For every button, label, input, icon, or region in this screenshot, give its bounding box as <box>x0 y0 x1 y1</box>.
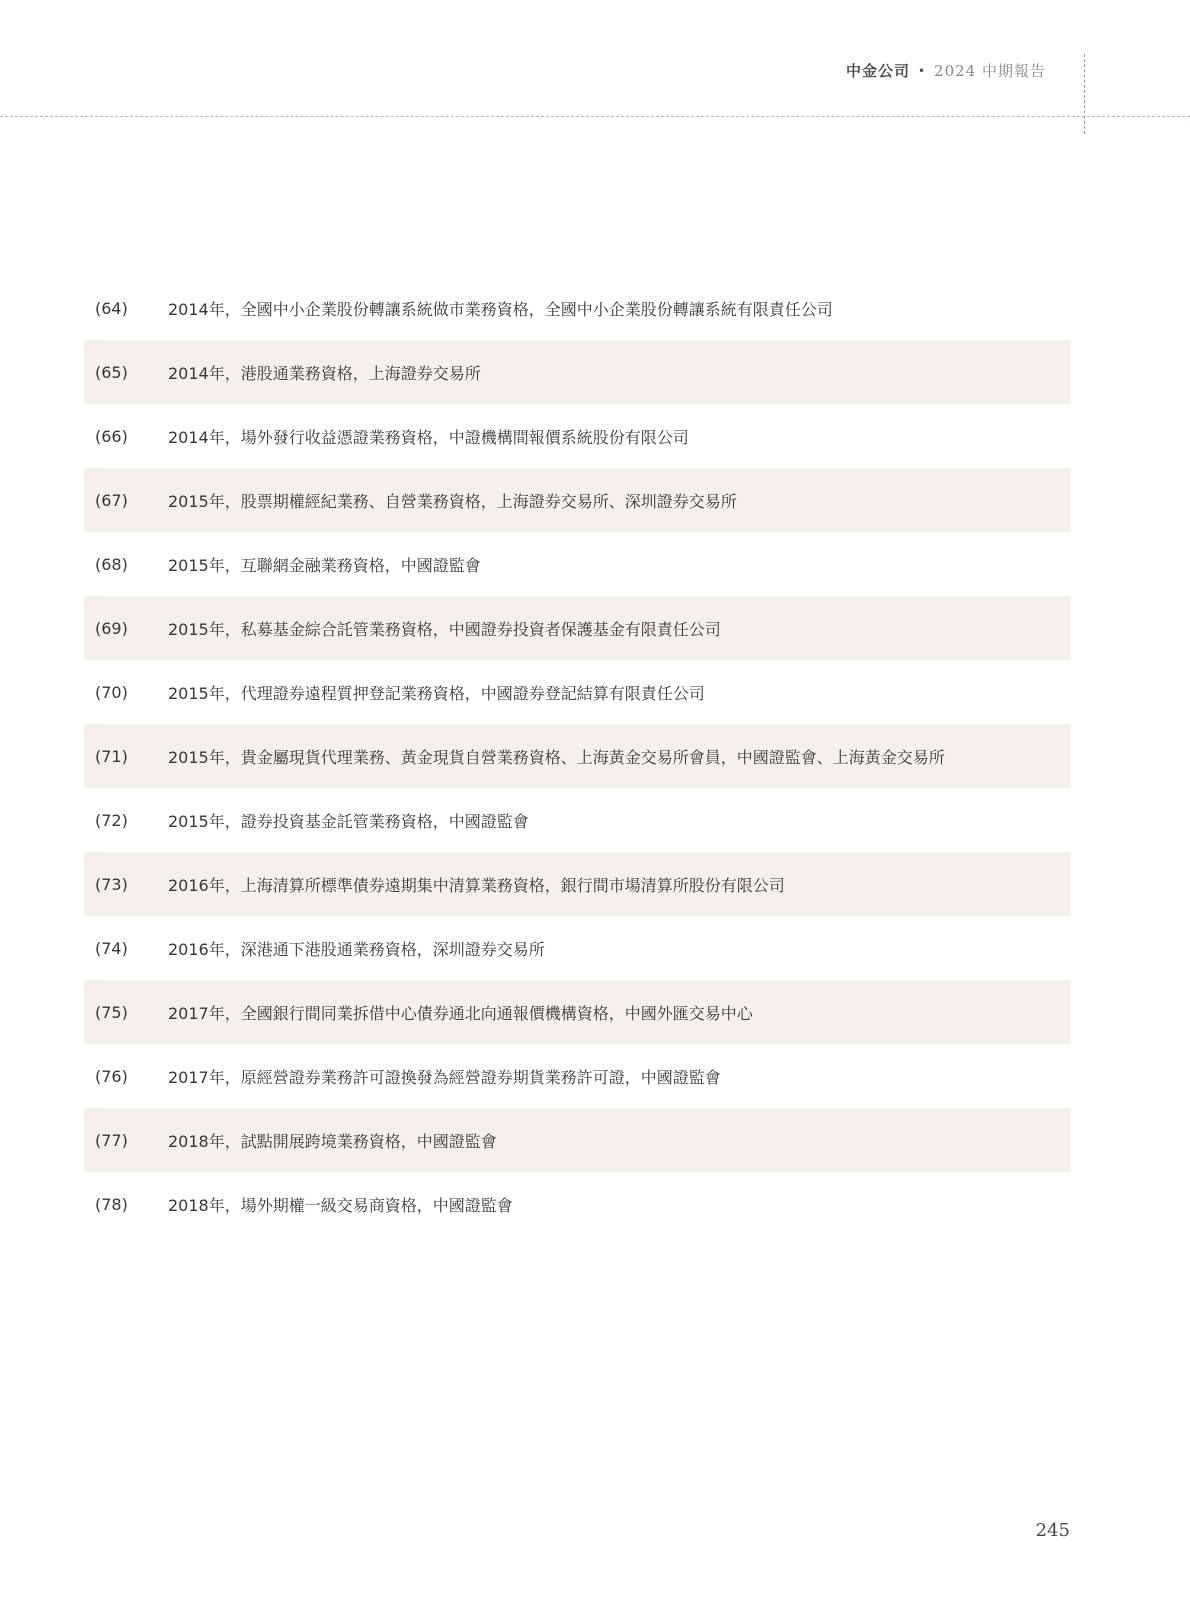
item-text: 2015年，貴金屬現貨代理業務、黃金現貨自營業務資格、上海黃金交易所會員，中國證監會、上海黃金交易所 <box>168 747 945 767</box>
item-text: 2018年，場外期權一級交易商資格，中國證監會 <box>168 1195 513 1215</box>
header-company: 中金公司 <box>845 62 910 80</box>
item-number: (77) <box>95 1130 128 1150</box>
header-vertical-marker <box>1084 54 1085 134</box>
item-number: (64) <box>95 298 128 318</box>
running-header <box>846 60 1046 82</box>
header-dashed-divider <box>0 116 1190 117</box>
qualification-list <box>84 276 1070 1236</box>
list-item <box>84 532 1070 596</box>
list-item <box>84 468 1070 532</box>
item-text: 2014年，全國中小企業股份轉讓系統做市業務資格，全國中小企業股份轉讓系統有限責任公司 <box>168 299 833 319</box>
list-item <box>84 1172 1070 1236</box>
list-item <box>84 788 1070 852</box>
item-text: 2015年，代理證券遠程質押登記業務資格，中國證券登記結算有限責任公司 <box>168 683 705 703</box>
item-number: (75) <box>95 1002 128 1022</box>
page-number: 245 <box>1035 1520 1070 1541</box>
header-separator: • <box>917 64 927 78</box>
item-text: 2014年，港股通業務資格，上海證券交易所 <box>168 363 481 383</box>
list-item <box>84 724 1070 788</box>
list-item <box>84 1108 1070 1172</box>
item-text: 2016年，深港通下港股通業務資格，深圳證券交易所 <box>168 939 545 959</box>
item-text: 2015年，私募基金綜合託管業務資格，中國證券投資者保護基金有限責任公司 <box>168 619 721 639</box>
item-number: (69) <box>95 618 128 638</box>
list-item <box>84 916 1070 980</box>
item-number: (66) <box>95 426 128 446</box>
item-text: 2018年，試點開展跨境業務資格，中國證監會 <box>168 1131 497 1151</box>
list-item <box>84 596 1070 660</box>
item-text: 2015年，互聯網金融業務資格，中國證監會 <box>168 555 481 575</box>
list-item <box>84 340 1070 404</box>
list-item <box>84 660 1070 724</box>
item-text: 2017年，原經營證券業務許可證換發為經營證券期貨業務許可證，中國證監會 <box>168 1067 721 1087</box>
list-item <box>84 852 1070 916</box>
header-report-title: 2024 中期報告 <box>934 62 1046 80</box>
item-text: 2014年，場外發行收益憑證業務資格，中證機構間報價系統股份有限公司 <box>168 427 689 447</box>
list-item <box>84 276 1070 340</box>
item-number: (78) <box>95 1194 128 1214</box>
item-text: 2016年，上海清算所標準債券遠期集中清算業務資格，銀行間市場清算所股份有限公司 <box>168 875 785 895</box>
item-text: 2015年，股票期權經紀業務、自營業務資格，上海證券交易所、深圳證券交易所 <box>168 491 737 511</box>
item-text: 2015年，證券投資基金託管業務資格，中國證監會 <box>168 811 529 831</box>
item-text: 2017年，全國銀行間同業拆借中心債券通北向通報價機構資格，中國外匯交易中心 <box>168 1003 753 1023</box>
list-item <box>84 1044 1070 1108</box>
item-number: (70) <box>95 682 128 702</box>
item-number: (71) <box>95 746 128 766</box>
item-number: (65) <box>95 362 128 382</box>
item-number: (72) <box>95 810 128 830</box>
item-number: (68) <box>95 554 128 574</box>
item-number: (76) <box>95 1066 128 1086</box>
list-item <box>84 980 1070 1044</box>
item-number: (67) <box>95 490 128 510</box>
list-item <box>84 404 1070 468</box>
item-number: (74) <box>95 938 128 958</box>
item-number: (73) <box>95 874 128 894</box>
